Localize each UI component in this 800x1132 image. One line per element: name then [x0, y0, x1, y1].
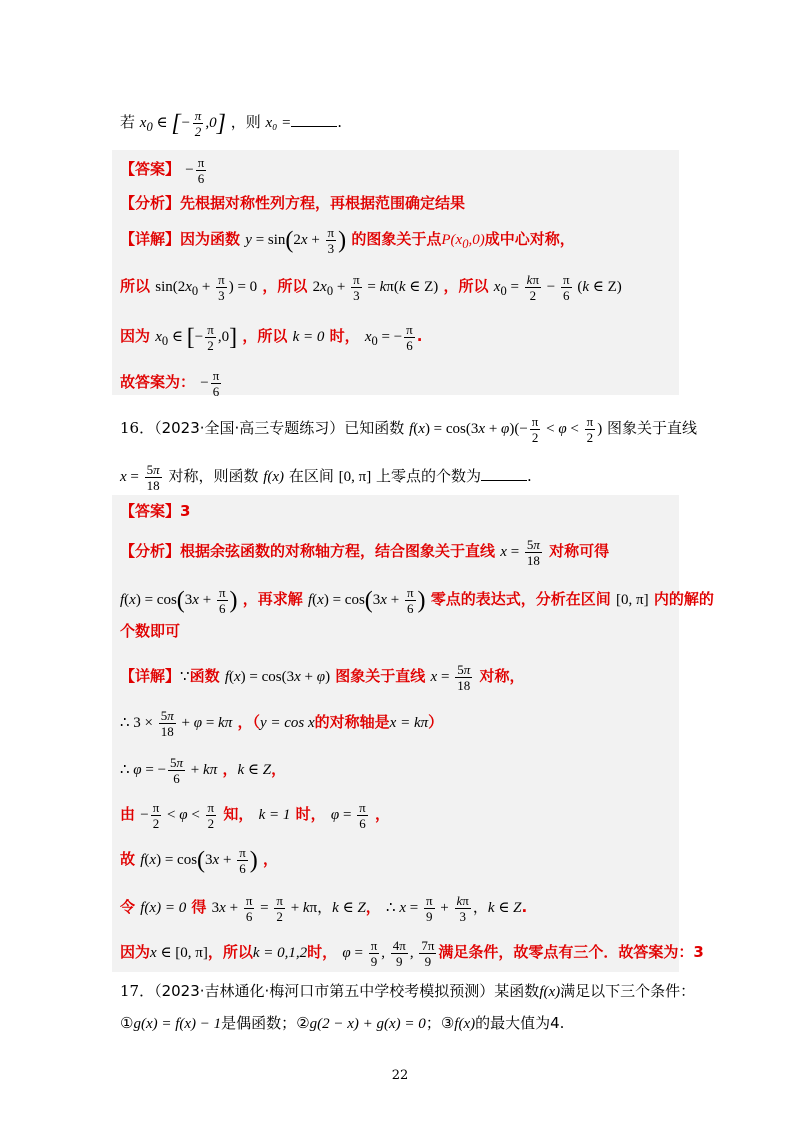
a15-final-label: 故答案为：	[120, 372, 196, 391]
q17-text1: 满足以下三个条件：	[560, 982, 696, 1000]
a16-d3-eq: ∴ φ = − $\frac{5\pi}{6}$ + kπ	[120, 755, 218, 786]
q15-answer-var: x₀ =	[265, 114, 292, 131]
a16-detail-line-1	[120, 662, 524, 693]
q17-c3: f(x)	[454, 1016, 476, 1032]
a16-detail-line-7	[120, 938, 704, 969]
a16-detail-text: ，	[263, 849, 279, 868]
a15-detail-text: .	[416, 326, 423, 345]
a16-answer-value: 3	[180, 502, 191, 520]
a16-d5-func: f(x) = cos(3x + $\frac{\pi}{6}$ )	[140, 845, 258, 876]
q17-c2-mark: ②	[296, 1014, 310, 1032]
q16-text3: 在区间	[288, 466, 334, 485]
q17-line-1	[120, 980, 695, 1003]
q17-line-2	[120, 1012, 564, 1035]
a15-analysis-text: 先根据对称性列方程，再根据范围确定结果	[180, 194, 466, 212]
a16-detail-text: 函数	[189, 666, 220, 685]
a15-detail-text: 时，	[329, 326, 360, 345]
q15-condition-pre: 若	[120, 112, 136, 131]
a16-detail-line-3	[120, 755, 286, 786]
a16-analysis-label: 【分析】	[120, 541, 181, 560]
a16-analysis-text: ，再求解	[242, 589, 303, 608]
a16-detail-text: .	[521, 897, 528, 916]
a16-detail-text: ，	[374, 804, 390, 823]
a15-final-value: − $\frac{\pi}{6}$	[200, 368, 220, 399]
a15-answer-value: − $\frac{\pi}{6}$	[185, 155, 205, 186]
a16-detail-text: 因为	[120, 942, 151, 961]
a16-analysis-text: 个数即可	[120, 622, 181, 640]
q17-fx: f(x)	[539, 984, 561, 1000]
a16-d2-axis: x = kπ	[389, 714, 429, 731]
a15-detail-line-1	[120, 225, 575, 256]
q16-text2: 对称，则函数	[168, 466, 259, 485]
a16-d6-sol: 3x + $\frac{\pi}{6}$ = $\frac{\pi}{2}$ + kπ，k ∈ Z	[211, 893, 366, 924]
q15-condition-post: ，则	[230, 112, 261, 131]
a16-d1-func: f(x) = cos(3x + φ)	[224, 668, 331, 685]
a16-detail-text: 令	[120, 897, 136, 916]
a15-detail-text: ，所以	[242, 326, 288, 345]
a16-answer-line	[120, 500, 190, 522]
a16-analysis-func2: f(x) = cos(3x + $\frac{\pi}{6}$ )	[308, 585, 426, 616]
a16-analysis-interval: [0, π]	[616, 591, 649, 608]
a16-analysis-line-2	[120, 585, 714, 616]
q16-source: （2023·全国·高三专题练习）已知函数	[154, 418, 405, 437]
q17-c1-mark: ①	[120, 1014, 134, 1032]
a15-analysis-label: 【分析】	[120, 194, 181, 212]
a16-detail-text: ）	[428, 712, 444, 731]
a16-d2-eq: ∴ 3 × $\frac{5\pi}{18}$ + φ = kπ	[120, 708, 233, 739]
q15-answer-blank	[291, 112, 337, 127]
a16-detail-text: 对称，	[479, 666, 525, 685]
a16-d1-line: x = $\frac{5\pi}{18}$	[430, 662, 471, 693]
a16-detail-text: 由	[120, 804, 136, 823]
a15-eq2: $2x_0$ + $\frac{\pi}{3}$ = kπ(k ∈ Z)	[312, 272, 439, 303]
a16-detail-text: 图象关于直线	[335, 666, 426, 685]
a16-d3-k: k ∈ Z	[237, 761, 272, 778]
q16-func: f(x) = cos(3x + φ)(− $\frac{\pi}{2}$ < φ < $\frac{\pi}{2}$ )	[409, 414, 603, 445]
a15-detail-text: ，所以	[443, 276, 489, 295]
a16-detail-line-2	[120, 708, 443, 739]
a16-detail-label: 【详解】	[120, 666, 181, 685]
a16-analysis-text: 对称可得	[549, 541, 610, 560]
a15-analysis-line	[120, 192, 465, 214]
q17-c1: g(x) = f(x) − 1	[133, 1016, 222, 1032]
a15-k: k = 0	[292, 328, 325, 345]
a15-detail-label: 【详解】	[120, 229, 181, 248]
q16-line: x = $\frac{5\pi}{18}$	[120, 462, 160, 493]
a16-d4-cond: − $\frac{\pi}{2}$ < φ < $\frac{\pi}{2}$	[140, 800, 215, 831]
a16-detail-text: 知，	[223, 804, 254, 823]
q17-number: 17．	[120, 982, 155, 1000]
a15-final-line	[120, 368, 223, 399]
a15-cond: $x_0$ ∈ [− $\frac{\pi}{2}$ ,0]	[155, 322, 238, 353]
a16-d6-eq: f(x) = 0	[140, 899, 187, 916]
q16-line-1	[120, 414, 697, 445]
q16-fx: f(x)	[263, 468, 285, 485]
a15-detail-point: $P(x_0,0)$	[441, 231, 485, 251]
a16-detail-text: ，	[271, 759, 287, 778]
a16-detail-text: ，	[222, 759, 238, 778]
q16-text4: 上零点的个数为	[376, 466, 482, 485]
a16-detail-text: ，所以	[207, 942, 253, 961]
a16-detail-text: ，（	[237, 712, 260, 731]
a15-detail-text: ，所以	[262, 276, 308, 295]
page-number: 22	[391, 1068, 409, 1083]
a15-eq1: $\sin(2x_0$ + $\frac{\pi}{3}$ ) = 0	[155, 272, 258, 303]
a16-detail-text: 故	[120, 849, 136, 868]
a16-detail-text: ，	[365, 897, 381, 916]
a16-d7-k: k = 0,1,2	[252, 944, 308, 961]
a16-analysis-line-eq: x = $\frac{5\pi}{18}$	[500, 537, 540, 568]
a16-analysis-text: 零点的表达式，分析在区间	[430, 589, 611, 608]
a16-analysis-line-1	[120, 537, 609, 568]
a15-detail-text: 因为函数	[180, 229, 241, 248]
a16-analysis-func: f(x) = cos(3x + $\frac{\pi}{6}$ )	[120, 585, 238, 616]
a15-detail-line-2	[120, 272, 622, 303]
q15-end: .	[337, 112, 343, 131]
a16-detail-line-5	[120, 845, 278, 876]
q16-end: .	[527, 466, 532, 485]
a15-detail-text: 的图象关于点	[351, 229, 442, 248]
a16-detail-line-6	[120, 893, 527, 924]
a16-d4-phi: φ = $\frac{\pi}{6}$	[330, 800, 366, 831]
a16-detail-text: 时，	[307, 942, 338, 961]
a15-result: $x_0$ = − $\frac{\pi}{6}$	[364, 322, 413, 353]
q17-c3-text: 的最大值为4.	[475, 1014, 565, 1032]
q17-c3-mark: ③	[440, 1014, 455, 1032]
a16-d6-res: ∴ x = $\frac{\pi}{9}$ + $\frac{k\pi}{3}$ ，k ∈ Z	[386, 893, 522, 924]
q17-source: （2023·吉林通化·梅河口市第五中学校考模拟预测）某函数	[154, 982, 540, 1000]
a16-detail-text: 得	[191, 897, 207, 916]
a15-detail-text: 所以	[120, 276, 151, 295]
a15-detail-text: 因为	[120, 326, 151, 345]
a16-analysis-text: 内的解的	[653, 589, 714, 608]
a16-detail-text: 的对称轴是	[314, 712, 390, 731]
q16-interval: [0, π]	[338, 468, 372, 485]
q16-answer-blank	[481, 466, 527, 481]
q16-number: 16．	[120, 418, 155, 437]
a15-answer-label: 【答案】	[120, 159, 181, 178]
a16-because: ∵	[180, 668, 190, 685]
q16-text1: 图象关于直线	[606, 418, 697, 437]
a16-analysis-text: 根据余弦函数的对称轴方程，结合图象关于直线	[180, 541, 496, 560]
a15-answer-line	[120, 155, 208, 186]
q17-c2: g(2 − x) + g(x) = 0	[309, 1016, 426, 1032]
a15-eq3: $x_0$ = $\frac{k\pi}{2}$ − $\frac{\pi}{6}$ (k ∈ Z)	[493, 272, 622, 303]
q15-interval: $x_0$ ∈ [− $\frac{\pi}{2}$ ,0]	[139, 108, 226, 139]
a16-d7-cond: x ∈ [0, π]	[150, 944, 208, 961]
q16-line-2	[120, 462, 532, 493]
a15-detail-func: y = sin(2x + $\frac{\pi}{3}$ )	[245, 225, 347, 256]
a16-d7-vals: φ = $\frac{\pi}{9}$ , $\frac{4\pi}{9}$ , $\frac{7\pi}{9}$	[342, 938, 435, 969]
a16-d2-func: y = cos x	[259, 714, 315, 731]
a15-detail-text: 成中心对称，	[484, 229, 575, 248]
a16-d4-k: k = 1	[258, 806, 291, 823]
q17-c2-text: ；	[425, 1014, 441, 1032]
a16-detail-text: 满足条件，故零点有三个．故答案为：3	[438, 942, 704, 961]
a15-detail-line-3	[120, 322, 422, 353]
a16-analysis-line-3	[120, 620, 180, 642]
q15-condition-line	[120, 108, 342, 139]
a16-answer-label: 【答案】	[120, 502, 181, 520]
a16-detail-line-4	[120, 800, 390, 831]
q17-c1-text: 是偶函数；	[221, 1014, 297, 1032]
a16-detail-text: 时，	[295, 804, 326, 823]
